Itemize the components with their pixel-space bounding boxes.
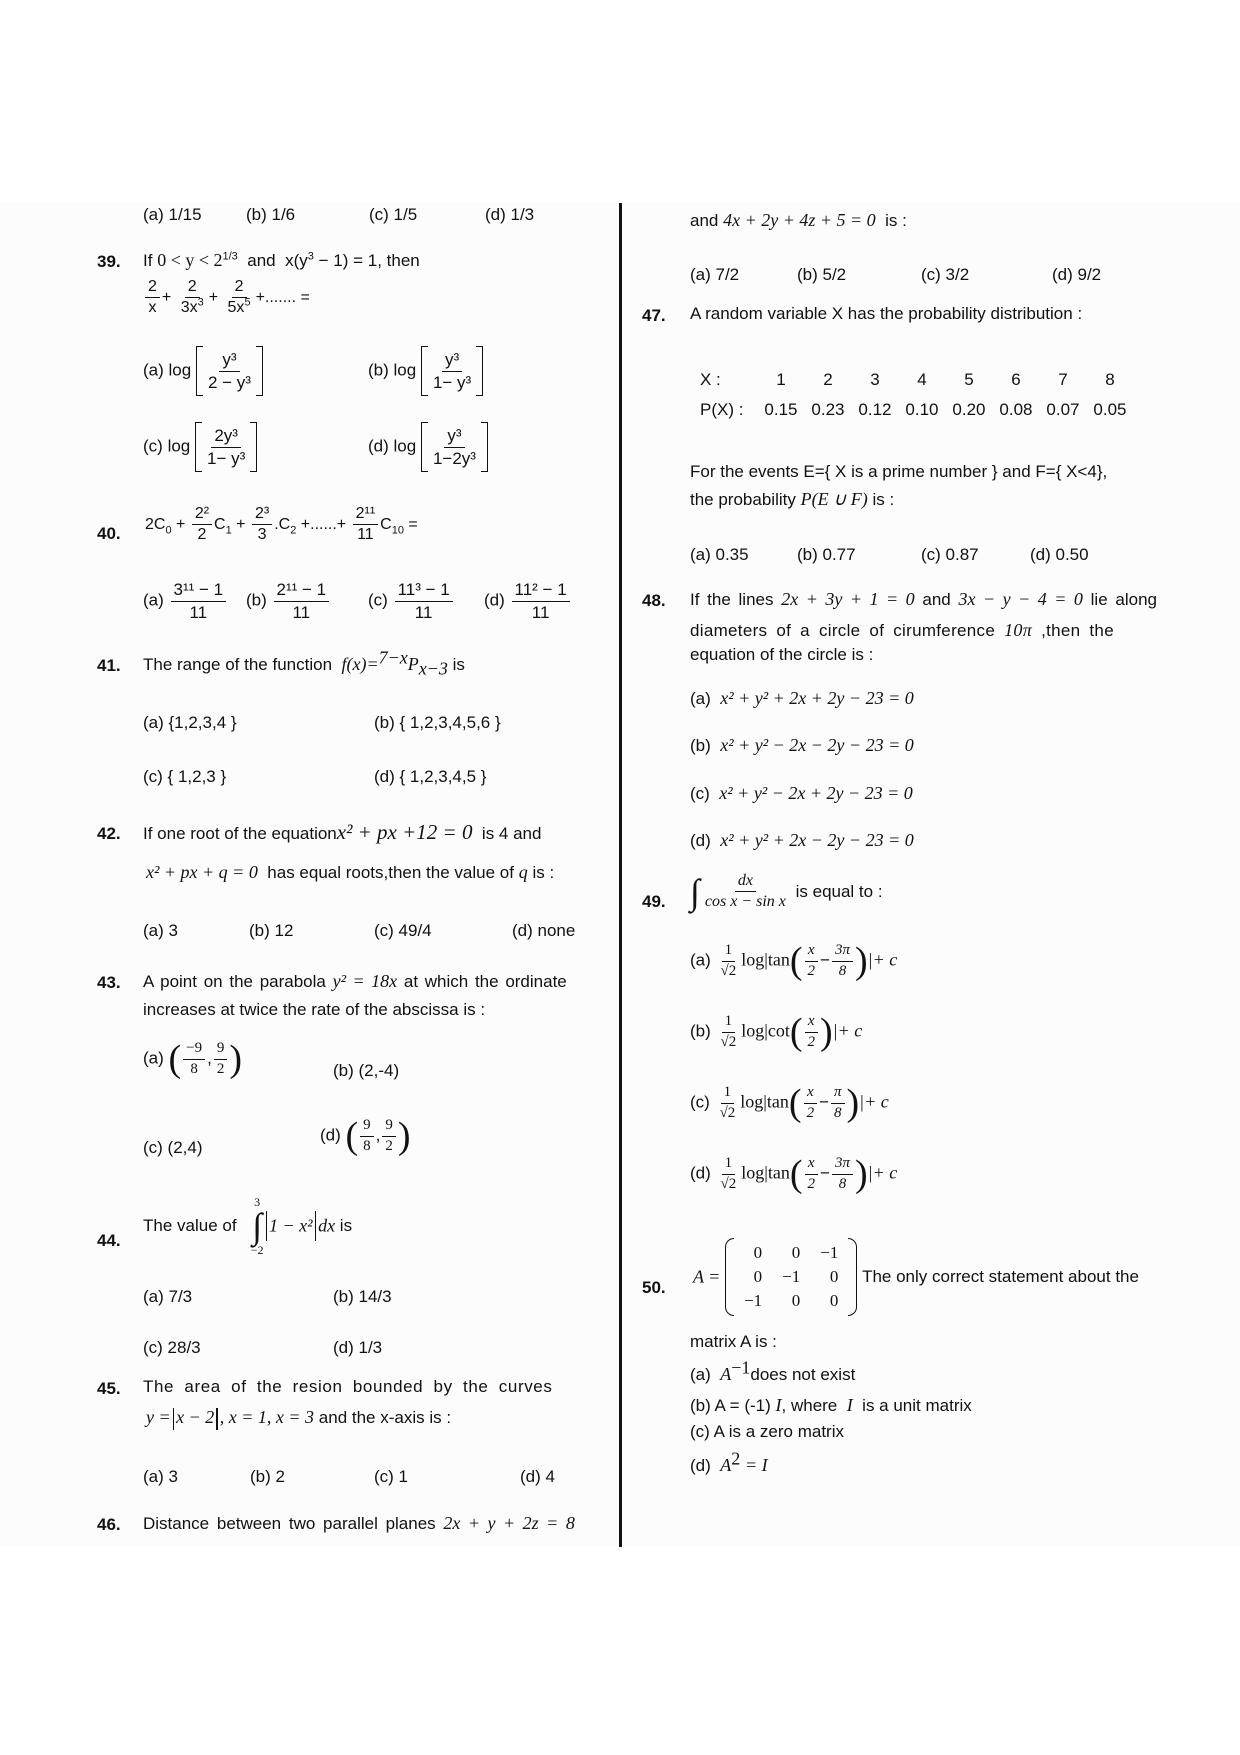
option-d: (d) none [512,921,576,940]
option-c: (c) (2,4) [143,1138,203,1157]
question-number: 45. [97,1379,121,1398]
column-divider [619,203,622,1547]
option-b: (b) 5/2 [797,265,847,284]
question-stem-line-1: If the lines 2x + 3y + 1 = 0 and 3x − y − 4 = 0 lie along [690,589,1157,609]
question-stem-line-2: matrix A is : [690,1332,777,1351]
question-stem: The value of 3 ∫ −2 1 − x² dx is [143,1195,353,1257]
option-c: (c) 3/2 [921,265,970,284]
option-c: (c) log $\frac{\text{2y³}}{\text{1− y³}}$ [143,422,257,472]
option-c: (c) x² + y² − 2x + 2y − 23 = 0 [690,783,913,803]
question-stem-line-1: A point on the parabola y² = 18x at which the ordinate [143,971,567,991]
option-d: (d) $A^2 = I$ [690,1448,768,1475]
question-number: 47. [642,306,666,325]
question-stem-line-2: For the events E={ X is a prime number } and F={ X<4}, [690,462,1108,481]
option-b: (b) 14/3 [333,1287,392,1306]
option-b: (b) (2,-4) [333,1061,400,1080]
option-a: (a) 7/2 [690,265,740,284]
question-stem-line-1: If one root of the equationx² + px +12 = 0 is 4 and [143,820,542,844]
question-stem-line-1: The area of the resion bounded by the curves [143,1377,553,1396]
option-b: (b) 0.77 [797,545,856,564]
option-c: (c) 28/3 [143,1338,201,1357]
question-stem: A = 0 0 −1 0 −1 0 −1 0 0 The only correct statement about the [693,1238,1139,1316]
option-b: (b) A = (-1) I, where I is a unit matrix [690,1395,972,1415]
option-c: (c) 0.87 [921,545,979,564]
option-d: (d) 1/3 [333,1338,383,1357]
option-b: (b) $\frac{1}{√2}$ log|cot( $\frac{x}{2}$ )|+ c [690,1011,863,1053]
option-c: (c) 49/4 [374,921,432,940]
question-stem-line-2: diameters of a circle of cirumference 10π ,then the [690,620,1114,640]
probability-table [694,365,1133,425]
option-b: (b) 2 [250,1467,285,1486]
question-number: 42. [97,824,121,843]
question-number: 44. [97,1231,121,1250]
option-a: (a) $\frac{1}{√2}$ log|tan( $\frac{x}{2}$ − $\frac{3\pi}{8}$ )|+ c [690,940,898,982]
option-a: (a) $\frac{\text{3¹¹ − 1}}{11}$ [143,580,228,622]
question-number: 40. [97,524,121,543]
prev-option-c: (c) 1/5 [369,205,418,224]
x-row: X : 1 2 3 4 5 6 7 8 [700,370,1115,389]
integral-sign: ∫ [690,871,700,912]
question-stem-line-3: equation of the circle is : [690,645,874,664]
px-row: P(X) : 0.15 0.23 0.12 0.10 0.20 0.08 0.07 0.05 [700,400,1127,419]
question-stem-line-1: Distance between two parallel planes 2x + y + 2z = 8 [143,1513,575,1533]
question-stem-line-2: and 4x + 2y + 4z + 5 = 0 is : [690,210,907,230]
option-d: (d) log $\frac{\text{y³}}{\text{1−2y³}}$ [368,422,488,472]
option-d: (d) { 1,2,3,4,5 } [374,767,487,786]
option-d: (d) 0.50 [1030,545,1089,564]
option-a: (a) 3 [143,1467,178,1486]
option-a: (a) ( $\frac{-9}{8}$ , $\frac{9}{2}$ ) [143,1038,243,1080]
question-stem: The range of the function $f(x)=^{7-x}P_{x-3}$ is [143,647,465,679]
question-number: 46. [97,1515,121,1534]
question-number: 50. [642,1278,666,1297]
option-b: (b) x² + y² − 2x − 2y − 23 = 0 [690,735,914,755]
option-a: (a) $A^{-1}does$ not exist [690,1357,856,1384]
option-a: (a) 3 [143,921,178,940]
option-a: (a) 7/3 [143,1287,193,1306]
option-a: (a) log $\frac{\text{y³}}{\text{2 − y³}}$ [143,346,263,396]
option-b: (b) 12 [249,921,294,940]
option-c: (c) $\frac{\text{11³ − 1}}{11}$ [368,580,455,622]
option-c: (c) A is a zero matrix [690,1422,844,1441]
option-a: (a) {1,2,3,4 } [143,713,237,732]
question-number: 41. [97,656,121,675]
prev-option-a: (a) 1/15 [143,205,202,224]
question-number: 49. [642,892,666,911]
option-c: (c) { 1,2,3 } [143,767,227,786]
option-d: (d) $\frac{\text{11² − 1}}{11}$ [484,580,572,622]
question-stem-line-3: the probability P(E ∪ F) is : [690,489,895,509]
binomial-expression: $2C_0$ + $\frac{\text{2²}}{2}$ $C_1$ + $\frac{\text{2³}}{3}$ $.C_2$ +......+ $\frac{\text{2¹¹}}{11}$ $C_{10}$ = [145,505,418,544]
option-b: (b) log $\frac{\text{y³}}{\text{1− y³}}$ [368,346,483,396]
option-d: (d) x² + y² + 2x − 2y − 23 = 0 [690,830,914,850]
question-stem-line-2: x² + px + q = 0 has equal roots,then the value of q is : [146,862,555,882]
question-stem: A random variable X has the probability distribution : [690,304,1083,323]
option-d: (d) $\frac{1}{√2}$ log|tan( $\frac{x}{2}$ − $\frac{3\pi}{8}$ )|+ c [690,1153,898,1195]
option-c: (c) $\frac{1}{√2}$ log|tan( $\frac{x}{2}$ − $\frac{\pi}{8}$ )|+ c [690,1082,889,1124]
question-number: 48. [642,591,666,610]
option-b: (b) { 1,2,3,4,5,6 } [374,713,501,732]
question-stem-line-2: increases at twice the rate of the abscissa is : [143,1000,486,1019]
matrix-a: 0 0 −1 0 −1 0 −1 0 0 [725,1238,857,1316]
question-number: 39. [97,252,121,271]
question-number: 43. [97,973,121,992]
question-stem-line-2: y = x − 2 , x = 1, x = 3 and the x-axis is : [146,1407,451,1430]
option-d: (d) ( $\frac{9}{8}$ , $\frac{9}{2}$ ) [320,1115,411,1157]
option-d: (d) 9/2 [1052,265,1102,284]
question-stem: ∫ $\frac{dx}{\text{cos x − sin x}}$ is equal to : [690,871,883,912]
option-a: (a) 0.35 [690,545,749,564]
option-b: (b) $\frac{\text{2¹¹ − 1}}{11}$ [246,580,331,622]
option-c: (c) 1 [374,1467,408,1486]
option-a: (a) x² + y² + 2x + 2y − 23 = 0 [690,688,914,708]
option-d: (d) 4 [520,1467,555,1486]
prev-option-b: (b) 1/6 [246,205,296,224]
question-stem: If $0 < y < 2^{1/3}$ and $x(y^3 - 1) = 1$, then [143,250,420,270]
series-expression: $\frac{2}{x}$ + $\frac{2}{3x^3}$ + $\frac{2}{5x^5}$ +....... = [143,278,310,318]
integral-sign: ∫ [252,1206,263,1246]
prev-option-d: (d) 1/3 [485,205,535,224]
